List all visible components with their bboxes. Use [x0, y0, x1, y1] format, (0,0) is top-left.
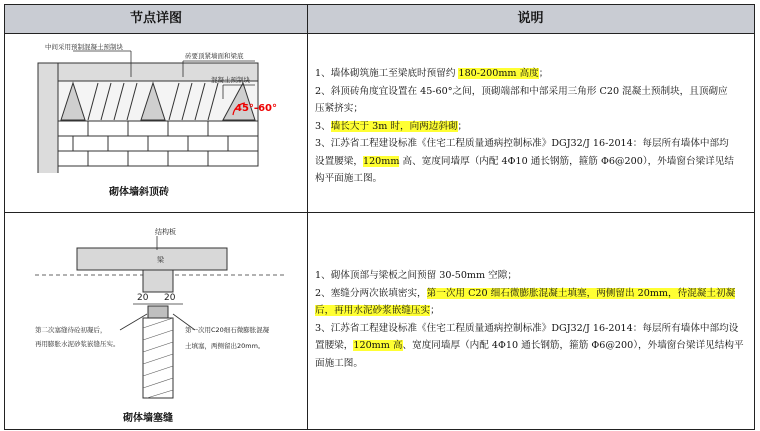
- header-description: 说明: [517, 11, 544, 26]
- line-text: 、宽度同墙厚（内配 4Φ10 通长钢筋，箍筋 Φ6@200），外墙窗台梁详见结构平: [402, 340, 744, 351]
- description-line: [315, 285, 751, 303]
- row-divider: [5, 212, 754, 213]
- highlighted-text: 180-200mm 高度: [458, 68, 539, 79]
- label-second-fill-2: 再用膨胀水泥砂浆嵌缝压实。: [35, 340, 120, 348]
- line-text: ；: [430, 305, 440, 316]
- line-text: 2、塞缝分两次嵌填密实，: [315, 287, 427, 299]
- label-first-fill-2: 土填塞，两侧留出20mm。: [185, 342, 265, 350]
- label-angle: 45°-60°: [235, 103, 277, 114]
- line-text: 置腰梁，: [315, 340, 354, 351]
- description-line: [315, 337, 751, 355]
- line-text: 3、江苏省工程建设标准《住宅工程质量通病控制标准》DGJ32/J 16-2014：每层所有墙体中部均: [315, 138, 729, 149]
- label-precast-block: 混凝土预制块: [211, 76, 250, 84]
- description-line: [315, 100, 751, 118]
- line-text: 1、砌体顶部与梁板之间预留 30-50mm 空隙；: [315, 270, 517, 281]
- description-line: [315, 267, 751, 285]
- highlighted-text: 120mm: [362, 155, 400, 167]
- dim-left: 20: [137, 293, 149, 303]
- line-text: ；: [457, 120, 468, 132]
- description-line: [315, 320, 751, 338]
- header-figure: 节点详图: [129, 11, 182, 26]
- description-line: [315, 153, 751, 171]
- description-line: [315, 118, 751, 136]
- label-second-fill-1: 第二次塞缝待砼初凝后，: [35, 326, 107, 334]
- line-text: 1、墙体砌筑施工至梁底时预留约: [315, 68, 459, 79]
- label-beam: 梁: [157, 256, 164, 264]
- line-text: 高、宽度同墙厚（内配 4Φ10 通长钢筋，箍筋 Φ6@200），外墙窗台梁详见结: [399, 155, 734, 167]
- label-first-fill-1: 第一次用C20细石微膨胀混凝: [185, 326, 270, 334]
- line-text: ；: [538, 68, 549, 79]
- label-slab: 结构板: [155, 228, 176, 236]
- caption-sloped-brick: 砌体墙斜顶砖: [109, 187, 169, 198]
- line-text: 2、斜顶砖角度宜设置在 45-60°之间，顶砌端部和中部采用三角形 C20 混凝土预制块，且顶砌应: [315, 85, 728, 97]
- caption-gap-filling: 砌体墙塞缝: [123, 413, 173, 424]
- line-text: 构平面施工图。: [315, 173, 383, 184]
- highlighted-text: 120mm 高: [353, 340, 403, 351]
- table-header: [5, 5, 754, 34]
- description-line: [315, 355, 751, 373]
- dim-right: 20: [164, 293, 176, 303]
- description-line: [315, 83, 751, 101]
- description-line: [315, 65, 751, 83]
- description-row1: [315, 65, 751, 188]
- description-line: [315, 170, 751, 188]
- description-line: [315, 135, 751, 153]
- column-divider: [307, 5, 308, 429]
- sloped-brick-figure: [33, 43, 283, 173]
- highlighted-text: 后，再用水泥砂浆嵌缝压实: [315, 305, 431, 316]
- line-text: 3、: [315, 120, 331, 132]
- line-text: 3、江苏省工程建设标准《住宅工程质量通病控制标准》DGJ32/J 16-2014：每层所有墙体中部均设: [315, 322, 739, 334]
- line-text: 设置腰梁，: [315, 155, 363, 167]
- description-row2: [315, 267, 751, 372]
- highlighted-text: 墙长大于 3m 时，向两边斜砌: [330, 120, 458, 132]
- description-line: [315, 302, 751, 320]
- detail-table: [4, 4, 755, 430]
- line-text: 压紧挤实；: [315, 103, 363, 114]
- line-text: 面施工图。: [315, 357, 363, 369]
- highlighted-text: 第一次用 C20 细石微膨胀混凝土填塞，两侧留出 20mm，待混凝土初凝: [426, 287, 736, 299]
- label-precast-middle: 中间采用预制混凝土预制块: [45, 43, 123, 51]
- label-tight-fit: 砖要顶紧墙面和梁底: [185, 52, 244, 60]
- gap-filling-figure: [15, 220, 303, 400]
